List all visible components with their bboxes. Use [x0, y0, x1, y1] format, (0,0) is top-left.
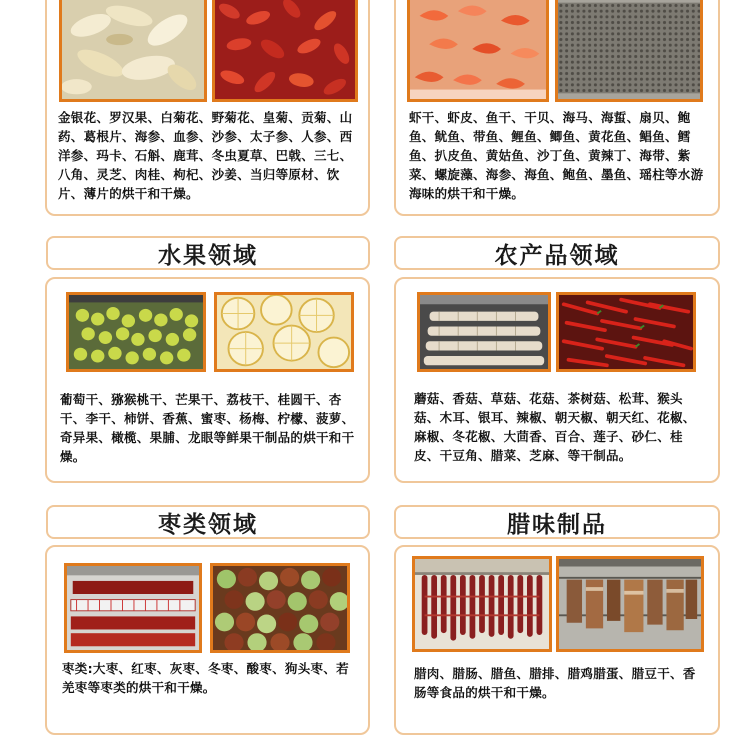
agri-photo-rack — [417, 292, 551, 372]
fruit-photo-grapes — [66, 292, 206, 372]
dates-section-title: 枣类领域 — [46, 505, 370, 539]
cured-photo-bacon — [556, 556, 704, 652]
cured-description: 腊肉、腊肠、腊鱼、腊排、腊鸡腊蛋、腊豆干、香肠等食品的烘干和干燥。 — [414, 666, 696, 700]
seafood-photo-shrimp — [407, 0, 549, 102]
fruit-photo-lemons — [214, 292, 354, 372]
fruit-section-title: 水果领域 — [46, 236, 370, 270]
dates-photo-jujubes — [210, 563, 350, 653]
agri-description: 蘑菇、香菇、草菇、花菇、茶树菇、松茸、猴头菇、木耳、银耳、辣椒、朝天椒、朝天红、花椒、麻椒、冬花椒、大茴香、百合、莲子、砂仁、桂皮、干豆角、腊菜、芝麻、等干制品。 — [414, 391, 696, 463]
agri-section-title: 农产品领域 — [394, 236, 720, 270]
herbs-photo-goji — [212, 0, 358, 102]
seafood-description: 虾干、虾皮、鱼干、干贝、海马、海蜇、扇贝、鲍鱼、鱿鱼、带鱼、鲤鱼、鲫鱼、黄花鱼、鲳鱼、鳕鱼、扒皮鱼、黄姑鱼、沙丁鱼、黄辣丁、海带、紫菜、螺旋藻、海参、海鱼、鲍鱼、墨鱼、瑶柱等水游海味的烘干和干燥。 — [409, 110, 704, 201]
seafood-photo-tray — [555, 0, 703, 102]
dates-description: 枣类:大枣、红枣、灰枣、冬枣、酸枣、狗头枣、若羌枣等枣类的烘干和干燥。 — [62, 661, 349, 695]
agri-photo-chili — [556, 292, 696, 372]
herbs-photo-slices — [59, 0, 207, 102]
herbs-description: 金银花、罗汉果、白菊花、野菊花、皇菊、贡菊、山药、葛根片、海参、血参、沙参、太子参、人参、西洋参、玛卡、石斛、鹿茸、冬虫夏草、巴戟、三七、八角、灵芝、肉桂、枸杞、沙姜、当归等原材、饮片、薄片的烘干和干燥。 — [58, 110, 353, 201]
fruit-description: 葡萄干、猕猴桃干、芒果干、荔枝干、桂圆干、杏干、李干、柿饼、香蕉、蜜枣、杨梅、柠檬、菠萝、奇异果、橄榄、果脯、龙眼等鲜果干制品的烘干和干燥。 — [60, 392, 355, 464]
cured-photo-sausages — [412, 556, 552, 652]
dates-photo-trays — [64, 563, 202, 653]
cured-section-title: 腊味制品 — [394, 505, 720, 539]
